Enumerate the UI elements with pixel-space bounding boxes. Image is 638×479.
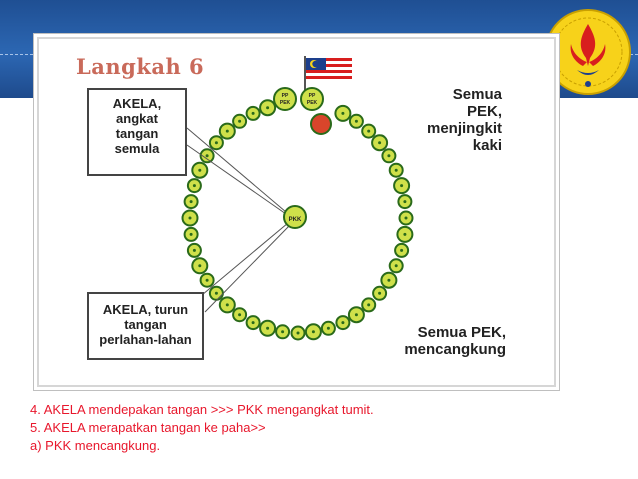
scout-figure-head <box>215 141 218 144</box>
scout-figure-head <box>252 321 255 324</box>
top-figure-right-label-1: PP <box>308 93 316 99</box>
scout-figure-head <box>266 106 269 109</box>
scout-figure-head <box>367 130 370 133</box>
scout-figure-head <box>215 292 218 295</box>
scout-figure-head <box>400 249 403 252</box>
scout-figure-head <box>266 327 269 330</box>
top-figure-right-label-2: PEK <box>306 100 318 106</box>
scout-figure-head <box>297 332 300 335</box>
scout-figure-head <box>355 120 358 123</box>
caption-line: 5. AKELA merapatkan tangan ke paha>> <box>30 420 266 435</box>
scout-figure-head <box>226 303 229 306</box>
scout-figure-head <box>252 112 255 115</box>
callout-top-line: AKELA, <box>112 96 162 111</box>
top-figure-right <box>301 88 323 110</box>
callout-top-line: semula <box>114 141 160 156</box>
scout-figure-head <box>387 279 390 282</box>
scout-figure-head <box>378 141 381 144</box>
callout-top-line: tangan <box>115 126 159 141</box>
callout-top-line: angkat <box>116 111 158 126</box>
scout-figure-head <box>226 130 229 133</box>
scout-figure-head <box>403 200 406 203</box>
scout-figure-head <box>387 154 390 157</box>
scout-figure-head <box>341 112 344 115</box>
note-top-line: menjingkit <box>426 120 502 137</box>
note-top-line: kaki <box>472 137 502 154</box>
scout-figure-head <box>206 154 209 157</box>
callout-bottom-line: tangan <box>124 317 167 332</box>
callout-akela-raise <box>87 88 187 176</box>
caption-line: a) PKK mencangkung. <box>30 438 161 453</box>
slide-caption <box>30 401 374 455</box>
scout-figure-head <box>190 200 193 203</box>
callout-bottom-pointer-line <box>196 223 288 300</box>
scout-figure-head <box>238 313 241 316</box>
callout-bottom-line: perlahan-lahan <box>99 332 192 347</box>
step-title: Langkah 6 <box>76 54 205 79</box>
scout-figure-head <box>400 184 403 187</box>
callout-top-pointer-line <box>187 145 286 214</box>
scout-figure-head <box>190 233 193 236</box>
scout-figure-head <box>405 217 408 220</box>
scout-figure-head <box>198 264 201 267</box>
caption-line: 4. AKELA mendepakan tangan >>> PKK mengangkat tumit. <box>30 402 374 417</box>
scout-figure-head <box>341 321 344 324</box>
scout-figure-head <box>355 313 358 316</box>
scout-figure-head <box>395 169 398 172</box>
scout-figure-head <box>198 169 201 172</box>
callout-bottom-pointer-line <box>205 225 290 312</box>
scout-figure-head <box>367 303 370 306</box>
callout-akela-lower <box>87 292 204 360</box>
callout-bottom-line: AKELA, turun <box>102 302 189 317</box>
note-all-pek-squat <box>392 324 506 358</box>
note-top-line: PEK, <box>466 103 502 120</box>
note-all-pek-tiptoe <box>400 86 502 154</box>
scout-figure-head <box>281 330 284 333</box>
scout-figure-head <box>378 292 381 295</box>
scout-figure-head <box>238 120 241 123</box>
top-figure-left-label-2: PEK <box>279 100 291 106</box>
note-bottom-line: mencangkung <box>404 341 506 358</box>
scout-figure-head <box>206 279 209 282</box>
center-label: PKK <box>288 217 302 223</box>
scout-figure-head <box>403 233 406 236</box>
scout-figure-head <box>193 249 196 252</box>
highlighted-figure <box>311 114 331 134</box>
note-bottom-line: Semua PEK, <box>417 324 506 341</box>
top-figure-left-label-1: PP <box>281 93 289 99</box>
scout-figure-head <box>312 330 315 333</box>
note-top-line: Semua <box>452 86 502 103</box>
scout-figure-head <box>327 327 330 330</box>
scout-figure-head <box>189 217 192 220</box>
top-figure-left <box>274 88 296 110</box>
scout-figure-head <box>395 264 398 267</box>
scout-figure-head <box>193 184 196 187</box>
